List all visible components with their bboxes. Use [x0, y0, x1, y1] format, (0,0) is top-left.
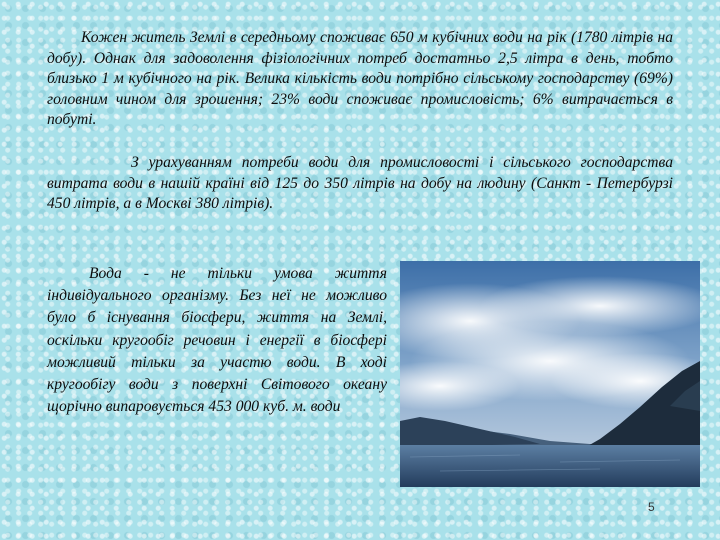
- page-number: 5: [648, 500, 655, 514]
- paragraph-water-usage-country: З урахуванням потреби води для промисловості і сільського господарства витрата води в нашій країні від 125 до 350 літрів на добу на людину (Санкт - Петербурзі 450 літрів, а в Москві 380 літрів).: [47, 154, 673, 212]
- paragraph-water-cycle: Вода - не тільки умова життя індивідуального організму. Без неї не можливо було б існування біосфери, життя на Землі, оскільки кругообіг речовин і енергії в біосфері можливий тільки за участю води. В ході кругообігу води з поверхні Світового океану щорічно випаровується 453 000 куб. м. води: [47, 265, 387, 416]
- lake-mountain-photo: [400, 261, 700, 487]
- paragraph-water-consumption: Кожен житель Землі в середньому споживає 650 м кубічних води на рік (1780 літрів на добу). Однак для задоволення фізіологічних потреб достатньо 2,5 літра в день, тобто близько 1 м кубічного на рік. Велика кількість води потрібно сільському господарству (69%) головним чином для зрошення; 23% води споживає промисловість; 6% витрачається в побуті.: [47, 29, 673, 128]
